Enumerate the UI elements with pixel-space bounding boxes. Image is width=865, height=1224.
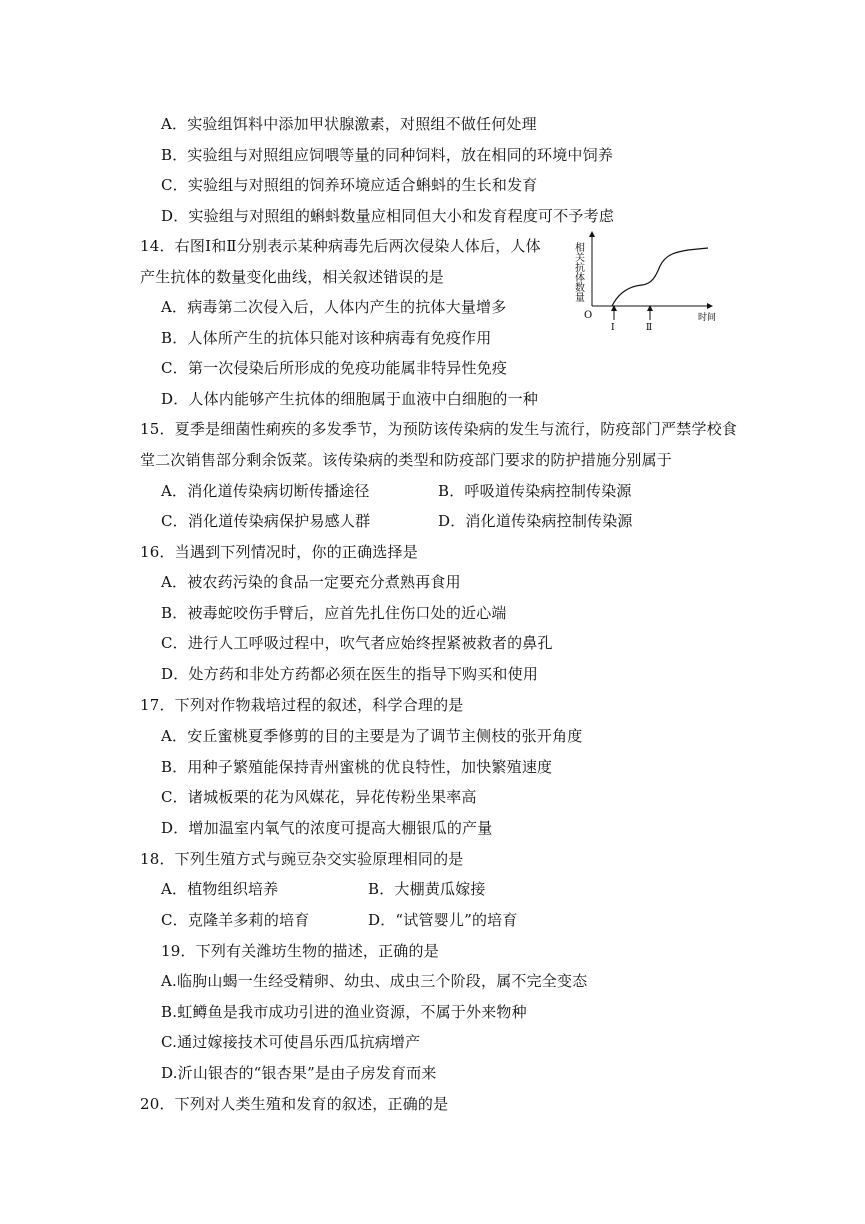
q16-option-a: A．被农药污染的食品一定要充分煮熟再食用 [161, 573, 461, 591]
q17-option-a: A．安丘蜜桃夏季修剪的目的主要是为了调节主侧枝的张开角度 [161, 727, 583, 745]
q13-option-d: D．实验组与对照组的蝌蚪数量应相同但大小和发育程度可不予考虑 [161, 207, 615, 225]
q19-stem: 19．下列有关潍坊生物的描述，正确的是 [161, 942, 439, 960]
q16-stem: 16．当遇到下列情况时，你的正确选择是 [140, 543, 418, 561]
q18-option-b: B．大棚黄瓜嫁接 [368, 880, 486, 898]
q18-option-d: D．“试管婴儿”的培育 [368, 911, 518, 929]
q16-option-b: B．被毒蛇咬伤手臂后，应首先扎住伤口处的近心端 [161, 604, 507, 622]
q14-option-c: C．第一次侵染后所形成的免疫功能属非特异性免疫 [161, 359, 508, 377]
q17-option-c: C．诸城板栗的花为风媒花，异花传粉坐果率高 [161, 788, 477, 806]
q15-stem-line2: 堂二次销售部分剩余饭菜。该传染病的类型和防疫部门要求的防护措施分别属于 [140, 451, 673, 469]
q18-option-a: A．植物组织培养 [161, 880, 279, 898]
figure-ylabel: 相关抗体数量 [572, 242, 584, 302]
q14-option-d: D．人体内能够产生抗体的细胞属于血液中白细胞的一种 [161, 390, 539, 408]
q13-option-a: A．实验组饵料中添加甲状腺激素，对照组不做任何处理 [161, 115, 537, 133]
q17-stem: 17．下列对作物栽培过程的叙述，科学合理的是 [140, 696, 464, 714]
figure-origin: O [584, 310, 593, 321]
q19-option-c: C.通过嫁接技术可使昌乐西瓜抗病增产 [161, 1033, 421, 1051]
q13-option-b: B．实验组与对照组应饲喂等量的同种饲料，放在相同的环境中饲养 [161, 146, 614, 164]
q14-stem-line1: 14．右图Ⅰ和Ⅱ分别表示某种病毒先后两次侵染人体后，人体 [140, 237, 541, 255]
q15-option-b: B．呼吸道传染病控制传染源 [438, 482, 632, 500]
figure-xlabel: 时间 [698, 313, 717, 323]
figure-mark2-label: Ⅱ [646, 323, 653, 333]
figure-curve [612, 248, 708, 306]
q14-stem-line2: 产生抗体的数量变化曲线，相关叙述错误的是 [140, 268, 445, 286]
q15-option-d: D．消化道传染病控制传染源 [438, 512, 633, 530]
q13-option-c: C．实验组与对照组的饲养环境应适合蝌蚪的生长和发育 [161, 176, 538, 194]
q15-option-a: A．消化道传染病切断传播途径 [161, 482, 370, 500]
q16-option-c: C．进行人工呼吸过程中，吹气者应始终捏紧被救者的鼻孔 [161, 634, 553, 652]
q19-option-b: B.虹鳟鱼是我市成功引进的渔业资源，不属于外来物种 [161, 1003, 527, 1021]
q14-option-a: A．病毒第二次侵入后，人体内产生的抗体大量增多 [161, 298, 507, 316]
q20-stem: 20．下列对人类生殖和发育的叙述，正确的是 [140, 1095, 449, 1113]
q19-option-a: A.临朐山蝎一生经受精卵、幼虫、成虫三个阶段，属不完全变态 [161, 972, 588, 990]
q17-option-d: D．增加温室内氧气的浓度可提高大棚银瓜的产量 [161, 819, 493, 837]
q15-option-c: C．消化道传染病保护易感人群 [161, 512, 371, 530]
q18-stem: 18．下列生殖方式与豌豆杂交实验原理相同的是 [140, 850, 464, 868]
figure-mark1-label: Ⅰ [611, 323, 615, 333]
q19-option-d: D.沂山银杏的“银杏果”是由子房发育而来 [161, 1064, 437, 1082]
q14-option-b: B．人体所产生的抗体只能对该种病毒有免疫作用 [161, 329, 492, 347]
q16-option-d: D．处方药和非处方药都必须在医生的指导下购买和使用 [161, 665, 539, 683]
q15-stem-line1: 15．夏季是细菌性痢疾的多发季节，为预防该传染病的发生与流行，防疫部门严禁学校食 [140, 420, 738, 438]
q17-option-b: B．用种子繁殖能保持青州蜜桃的优良特性，加快繁殖速度 [161, 758, 553, 776]
antibody-curve-figure [568, 228, 728, 338]
q18-option-c: C．克隆羊多莉的培育 [161, 911, 310, 929]
